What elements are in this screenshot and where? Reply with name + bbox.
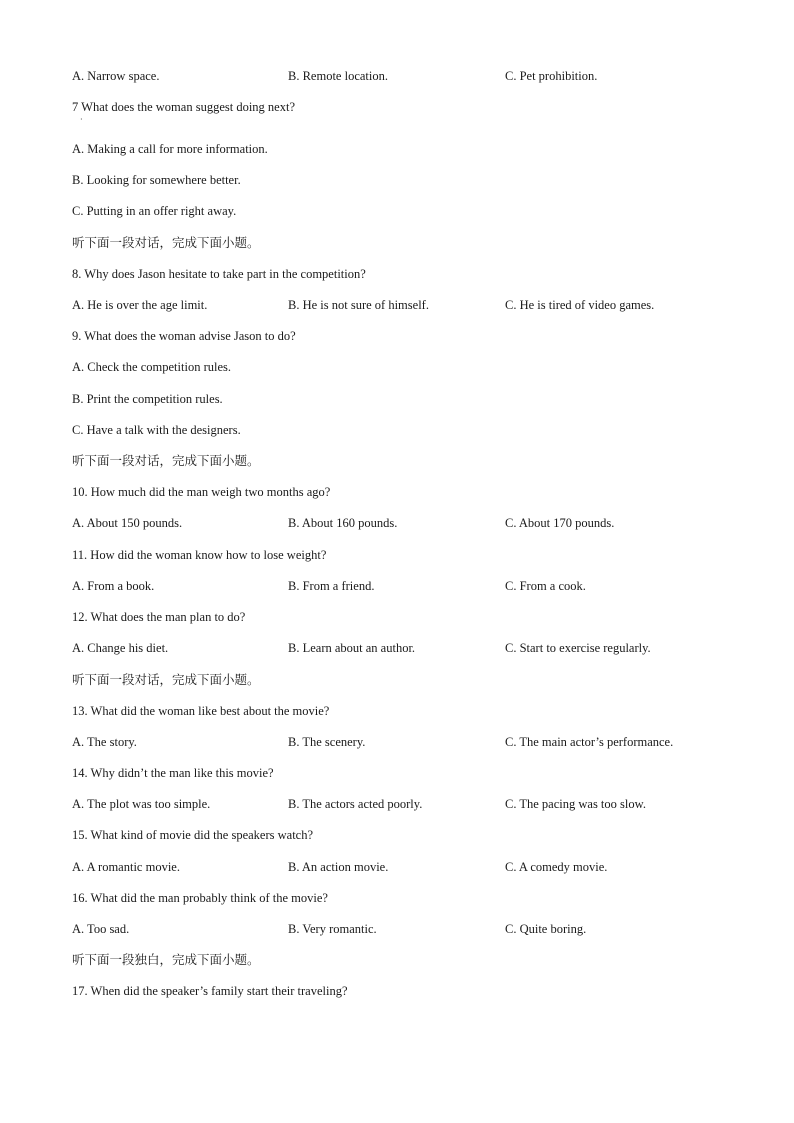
q15-option-b: B. An action movie. [288, 860, 389, 874]
q15-question: 15. What kind of movie did the speakers watch? [72, 828, 314, 842]
q12-option-b: B. Learn about an author. [288, 641, 416, 655]
q9-option-c: C. Have a talk with the designers. [72, 423, 241, 437]
q11-option-c: C. From a cook. [505, 579, 586, 593]
q16-options [72, 921, 752, 937]
q12-option-a: A. Change his diet. [72, 641, 169, 655]
q13-option-c: C. The main actor’s performance. [505, 735, 674, 749]
q7-option-c: C. Putting in an offer right away. [72, 204, 237, 218]
q7-option-b: B. Looking for somewhere better. [72, 173, 241, 187]
q12-question: 12. What does the man plan to do? [72, 610, 246, 624]
q14-question: 14. Why didn’t the man like this movie? [72, 766, 274, 780]
q7-option-a: A. Making a call for more information. [72, 142, 268, 156]
q16-option-c: C. Quite boring. [505, 922, 587, 936]
q16-question: 16. What did the man probably think of the movie? [72, 891, 328, 905]
q12-option-c: C. Start to exercise regularly. [505, 641, 651, 655]
q17-question: 17. When did the speaker’s family start their traveling? [72, 984, 348, 998]
q13-question: 13. What did the woman like best about the movie? [72, 704, 330, 718]
q10-option-c: C. About 170 pounds. [505, 516, 615, 530]
q10-options [72, 515, 752, 531]
q6-option-b: B. Remote location. [288, 69, 388, 83]
q16-option-a: A. Too sad. [72, 922, 130, 936]
q8-option-c: C. He is tired of video games. [505, 298, 655, 312]
q11-options [72, 578, 752, 594]
q6-option-a: A. Narrow space. [72, 69, 160, 83]
q11-option-a: A. From a book. [72, 579, 155, 593]
q9-option-b: B. Print the competition rules. [72, 392, 223, 406]
q7-mark: · [80, 115, 83, 124]
q14-option-a: A. The plot was too simple. [72, 797, 211, 811]
q10-option-a: A. About 150 pounds. [72, 516, 183, 530]
q8-question: 8. Why does Jason hesitate to take part in the competition? [72, 267, 366, 281]
section-instruction: 听下面一段对话，完成下面小题。 [72, 453, 260, 468]
q15-option-a: A. A romantic movie. [72, 860, 180, 874]
section-instruction: 听下面一段对话，完成下面小题。 [72, 672, 260, 687]
q7-question: 7 What does the woman suggest doing next? [72, 100, 295, 114]
q14-option-b: B. The actors acted poorly. [288, 797, 423, 811]
q6-options [72, 68, 752, 84]
q9-option-a: A. Check the competition rules. [72, 360, 231, 374]
q13-option-b: B. The scenery. [288, 735, 366, 749]
q14-option-c: C. The pacing was too slow. [505, 797, 646, 811]
q8-option-a: A. He is over the age limit. [72, 298, 208, 312]
q6-option-c: C. Pet prohibition. [505, 69, 598, 83]
q11-option-b: B. From a friend. [288, 579, 375, 593]
q13-options [72, 734, 752, 750]
q10-option-b: B. About 160 pounds. [288, 516, 398, 530]
section-instruction: 听下面一段独白，完成下面小题。 [72, 952, 260, 967]
q8-options [72, 297, 752, 313]
q10-question: 10. How much did the man weigh two months ago? [72, 485, 331, 499]
q9-question: 9. What does the woman advise Jason to do? [72, 329, 296, 343]
q12-options [72, 640, 752, 656]
q15-options [72, 859, 752, 875]
q15-option-c: C. A comedy movie. [505, 860, 608, 874]
q16-option-b: B. Very romantic. [288, 922, 377, 936]
q14-options [72, 796, 752, 812]
q11-question: 11. How did the woman know how to lose weight? [72, 548, 327, 562]
q8-option-b: B. He is not sure of himself. [288, 298, 429, 312]
q13-option-a: A. The story. [72, 735, 137, 749]
section-instruction: 听下面一段对话，完成下面小题。 [72, 235, 260, 250]
